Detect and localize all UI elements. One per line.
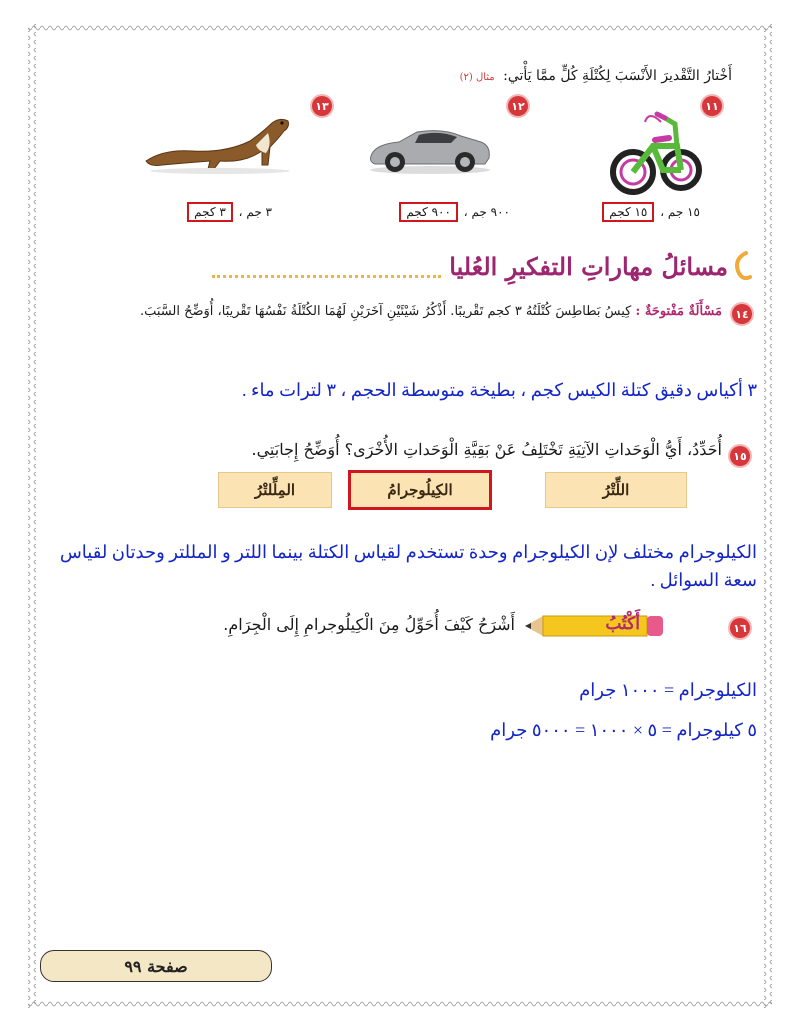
car-image bbox=[365, 118, 495, 176]
swirl-icon bbox=[730, 249, 752, 283]
item-number-badge: ١١ bbox=[702, 96, 722, 116]
answer-16-line-2: ٥ كيلوجرام = ٥ × ١٠٠٠ = ٥٠٠٠ جرام bbox=[490, 720, 757, 740]
question-text: كِيسُ بَطاطِسَ كُتْلَتُهُ ٣ كجم تَقْريبًا. أَذْكُرُ شَيْئَيْنِ آخَرَيْنِ لَهُمَا الكُتْلَةُ نَفْسُهَا تَقْريبًا، أُوَضِّحُ السَّبَبَ. bbox=[139, 304, 632, 319]
example-reference: مثال (٢) bbox=[459, 72, 495, 83]
question-14 bbox=[82, 300, 722, 324]
answer-15: الكيلوجرام مختلف لإن الكيلوجرام وحدة تستخدم لقياس الكتلة بينما اللتر و المللتر وحدتان لقياس سعة السوائل . bbox=[59, 542, 757, 590]
item-number-badge: ١٣ bbox=[312, 96, 332, 116]
section-title: مسائلُ مهاراتِ التفكيرِ العُليا bbox=[449, 251, 728, 281]
exercise-instruction bbox=[460, 68, 732, 84]
item-answer bbox=[185, 205, 272, 219]
answer-option-text: ٣ جم ، bbox=[238, 205, 272, 219]
unit-card-milliliter: المِلِّلتْرُ bbox=[218, 472, 332, 508]
answer-option-text: ١٥ جم ، bbox=[660, 205, 700, 219]
item-answer bbox=[397, 205, 510, 219]
answer-option-text: ٩٠٠ جم ، bbox=[463, 205, 510, 219]
item-number-badge: ١٢ bbox=[508, 96, 528, 116]
section-heading bbox=[212, 246, 752, 286]
question-number-badge: ١٦ bbox=[730, 618, 750, 638]
selected-answer-box: ٩٠٠ كجم bbox=[399, 202, 458, 222]
question-15: أُحَدِّدُ، أَيُّ الْوَحَداتِ الآتِيَةِ تَخْتَلِفُ عَنْ بَقِيَّةِ الْوَحَداتِ الأُخْرَى؟ أُوَضِّحُ إِجابَتِي. bbox=[251, 440, 722, 459]
question-16: أَشْرَحُ كَيْفَ أُحَوِّلُ مِنَ الْكِيلُوجرامِ إِلَى الْجِرَامِ. bbox=[223, 615, 515, 634]
selected-answer-box: ١٥ كجم bbox=[602, 202, 654, 222]
unit-card-kilogram-selected: الكِيلُوجرامُ bbox=[348, 470, 492, 510]
write-label: أَكْتُبُ bbox=[605, 614, 640, 634]
section-divider bbox=[212, 265, 441, 278]
unit-card-liter: اللِّتْرُ bbox=[545, 472, 687, 508]
weasel-image bbox=[140, 105, 295, 175]
question-number-badge: ١٥ bbox=[730, 446, 750, 466]
answer-14: ٣ أكياس دقيق كتلة الكيس كجم ، بطيخة متوسطة الحجم ، ٣ لترات ماء . bbox=[241, 380, 757, 400]
page-number-label: صفحة ٩٩ bbox=[40, 950, 272, 982]
open-problem-label: مَسْأَلَةٌ مَفْتوحَةٌ : bbox=[635, 304, 722, 319]
selected-answer-box: ٣ كجم bbox=[187, 202, 233, 222]
answer-16-line-1: الكيلوجرام = ١٠٠٠ جرام bbox=[579, 680, 757, 700]
instruction-text: أَخْتارُ التَّقْديرَ الأَنْسَبَ لِكُتْلَةِ كُلٍّ ممَّا يَأْتي: bbox=[503, 68, 732, 84]
item-answer bbox=[600, 205, 700, 219]
bicycle-image bbox=[605, 100, 705, 200]
pencil-icon bbox=[525, 612, 665, 640]
question-number-badge: ١٤ bbox=[732, 304, 752, 324]
